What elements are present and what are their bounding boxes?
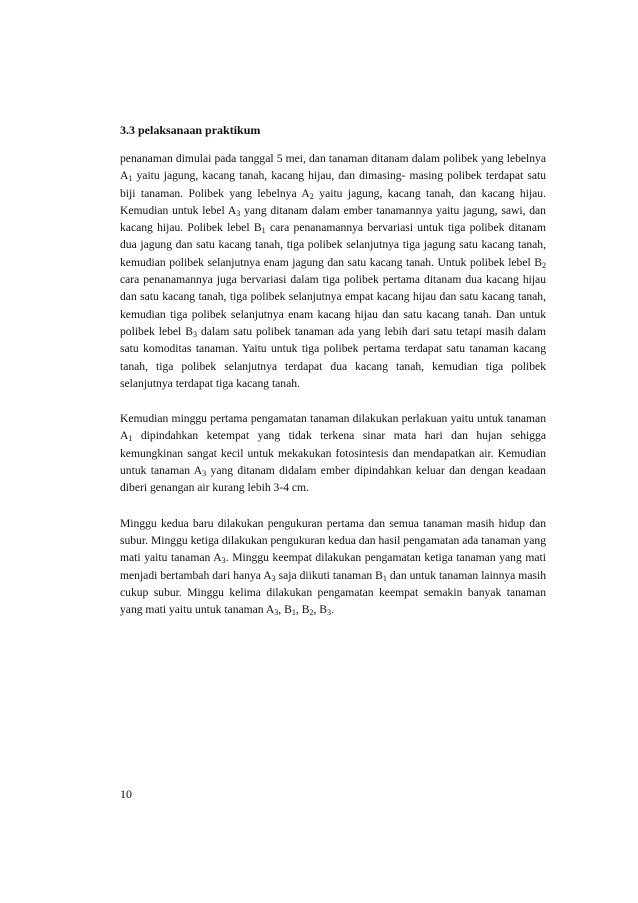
subscript: 3: [236, 208, 241, 218]
text-run: dalam satu polibek tanaman ada yang lebih dari satu tetapi masih dalam satu komoditas tanaman. Yaitu untuk tiga polibek pertama terdapat satu tanaman kacang tanah, tiga polibek selanjutnya terdapat dua kacang tanah, kemudian tiga polibek selanjutnya terdapat tiga kacang tanah.: [120, 324, 546, 390]
page-number: 10: [120, 787, 132, 801]
subscript: 2: [309, 191, 314, 201]
text-run: yang ditanam dalam ember tanamannya yaitu jagung, sawi, dan kacang hijau. Polibek lebel B: [120, 203, 546, 235]
subscript: 2: [541, 260, 546, 270]
subscript: 3: [274, 608, 279, 618]
subscript: 1: [382, 573, 387, 583]
subscript: 1: [291, 608, 296, 618]
text-run: . Minggu keempat dilakukan pengamatan ketiga tanaman yang mati menjadi bertambah dari hanya A: [120, 551, 546, 582]
paragraph-3: [120, 515, 546, 619]
text-run: .: [331, 603, 334, 617]
subscript: 1: [128, 434, 133, 444]
subscript: 3: [327, 608, 332, 618]
text-run: dan untuk tanaman lainnya masih cukup subur. Minggu kelima dilakukan pengamatan keempat semakin banyak tanaman yang mati yaitu untuk tanaman A: [120, 568, 546, 617]
text-run: Minggu kedua baru dilakukan pengukuran pertama dan semua tanaman masih hidup dan subur. Minggu ketiga dilakukan pengukuran kedua dan hasil pengamatan ada tanaman yang mati yaitu tanaman A: [120, 516, 546, 565]
subscript: 3: [271, 573, 276, 583]
text-run: , B: [313, 603, 328, 617]
subscript: 2: [309, 608, 314, 618]
text-run: Kemudian minggu pertama pengamatan tanaman dilakukan perlakuan yaitu untuk tanaman A: [120, 412, 546, 443]
text-run: saja diikuti tanaman B: [275, 568, 383, 582]
text-run: cara penanamannya juga bervariasi dalam tiga polibek pertama ditanam dua kacang hijau dan satu kacang tanah, tiga polibek selanjutnya empat kacang hijau dan satu kacang tanah, kemudian tiga polibek selanjutnya enam kacang hijau dan satu kacang tanah. Dan untuk polibek lebel B: [120, 273, 546, 338]
text-run: dipindahkan ketempat yang tidak terkena sinar mata hari dan hujan sehigga kemungkinan sangat kecil untuk mekakukan fotosintesis dan mendapatkan air. Kemudian untuk tanaman A: [120, 429, 546, 478]
subscript: 1: [128, 174, 133, 184]
subscript: 1: [261, 226, 266, 236]
subscript: 3: [192, 329, 198, 339]
section-heading: 3.3 pelaksanaan praktikum: [120, 123, 261, 137]
text-run: yang ditanam didalam ember dipindahkan keluar dan dengan keadaan diberi genangan air kurang lebih 3-4 cm.: [120, 464, 546, 495]
paragraph-1: [120, 150, 546, 392]
text-run: cara penanamannya bervariasi untuk tiga polibek ditanam dua jagung dan satu kacang tanah, tiga polibek selanjutnya tiga jagung satu kacang tanah, kemudian polibek selanjutnya enam jagung dan satu kacang tanah. Untuk polibek lebel B: [120, 221, 546, 269]
text-run: penanaman dimulai pada tanggal 5 mei, dan tanaman ditanam dalam polibek yang lebelnya A: [120, 152, 546, 183]
text-run: yaitu jagung, kacang tanah, kacang hijau, dan dimasing- masing polibek terdapat satu biji tanaman. Polibek yang lebelnya A: [120, 169, 546, 200]
subscript: 3: [202, 469, 207, 479]
subscript: 3: [221, 556, 226, 566]
text-run: yaitu jagung, kacang tanah, dan kacang hijau. Kemudian untuk lebel A: [120, 186, 547, 217]
paragraph-2: [120, 410, 546, 496]
page-content: [120, 122, 546, 636]
text-run: , B: [295, 603, 310, 617]
text-run: , B: [278, 603, 292, 617]
